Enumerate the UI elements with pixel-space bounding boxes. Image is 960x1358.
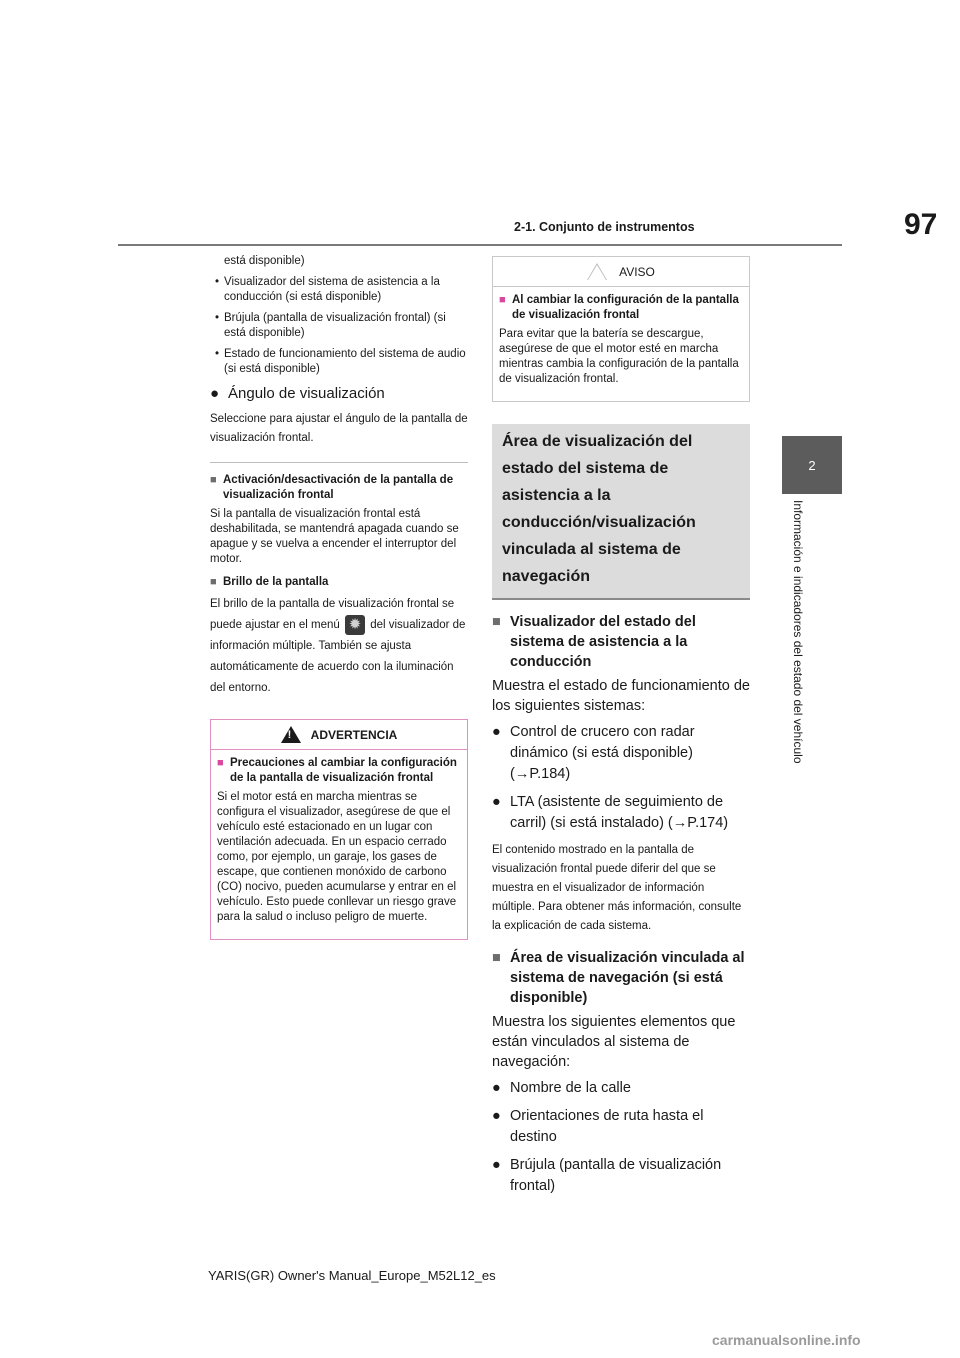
list-item: • Brújula (pantalla de visualización frontal) (si está disponible) <box>215 312 446 339</box>
warning-heading: ■ Precauciones al cambiar la configuración de la pantalla de visualización frontal <box>217 757 457 785</box>
brightness-text: El brillo de la pantalla de visualización frontal se puede ajustar en el menú ✹ del visualizador de información múltiple. También se ajusta automáticamente de acuerdo con la iluminación del entorno. <box>210 594 468 699</box>
list-item: ● Nombre de la calle <box>492 1078 750 1099</box>
notice-text: Para evitar que la batería se descargue, asegúrese de que el motor esté en marcha mientras cambia la configuración de la pantalla de visualización frontal. <box>499 328 739 385</box>
square-bullet-icon: ■ <box>499 294 506 306</box>
warning-triangle-icon <box>281 726 301 743</box>
notice-box-header: AVISO <box>493 257 749 287</box>
list-item <box>492 722 750 785</box>
brightness-heading: ■ Brillo de la pantalla <box>210 576 329 588</box>
page-number: 97 <box>904 208 938 241</box>
square-bullet-icon: ■ <box>210 474 217 486</box>
notice-box-body <box>493 287 749 401</box>
cross-reference-link[interactable]: Control de crucero con radar dinámico (si está disponible) (→P.184) <box>510 724 695 782</box>
chapter-tab[interactable]: 2 <box>782 436 842 494</box>
driving-assist-note: El contenido mostrado en la pantalla de visualización frontal puede diferir del que se muestra en el visualizador de información múltiple. Para obtener más información, consulte la explicación de cada sistema. <box>492 844 742 932</box>
section-header: 2-1. Conjunto de instrumentos <box>514 220 695 234</box>
filled-circle-icon: ● <box>210 385 220 402</box>
square-bullet-icon: ■ <box>492 614 501 630</box>
square-bullet-icon: ■ <box>217 757 224 770</box>
angle-text: Seleccione para ajustar el ángulo de la pantalla de visualización frontal. <box>210 413 468 444</box>
warning-box-body <box>211 750 467 939</box>
list-item <box>492 792 750 834</box>
driving-assist-heading: ■ Visualizador del estado del sistema de asistencia a la conducción <box>492 614 696 670</box>
section-title: Área de visualización del estado del sistema de asistencia a la conducción/visualización vinculada al sistema de navegación <box>492 424 750 600</box>
activation-heading: ■ Activación/desactivación de la pantalla de visualización frontal <box>210 474 454 501</box>
list-item: • Estado de funcionamiento del sistema de audio (si está disponible) <box>215 348 466 375</box>
gear-icon <box>345 615 365 635</box>
filled-circle-icon: ● <box>492 1108 501 1124</box>
square-bullet-icon: ■ <box>492 950 501 966</box>
right-column <box>492 256 750 1204</box>
chapter-title-wrap <box>782 500 842 830</box>
square-bullet-icon: ■ <box>210 576 217 588</box>
continued-text: está disponible) <box>224 255 305 267</box>
warning-box-header: ! ADVERTENCIA <box>211 720 467 750</box>
list-item: ● Brújula (pantalla de visualización frontal) <box>492 1155 750 1197</box>
left-column <box>210 254 468 940</box>
bullet-dot-icon: • <box>215 348 220 360</box>
warning-text: Si el motor está en marcha mientras se configura el visualizador, asegúrese de que el vehículo esté estacionado en un lugar con ventilación adecuada. En un espacio cerrado como, por ejemplo, un garaje, los gases de escape, que contienen monóxido de carbono (CO) nocivo, pueden acumularse y entrar en el vehículo. Esto puede conllevar un riesgo grave para la salud o incluso peligro de muerte. <box>217 791 457 924</box>
navigation-intro: Muestra los siguientes elementos que están vinculados al sistema de navegación: <box>492 1014 736 1070</box>
bullet-dot-icon: • <box>215 312 220 324</box>
cross-reference-link[interactable]: LTA (asistente de seguimiento de carril) (si está instalado) (→P.174) <box>510 794 729 831</box>
notice-heading: ■ Al cambiar la configuración de la pantalla de visualización frontal <box>499 294 739 321</box>
navigation-heading: ■ Área de visualización vinculada al sistema de navegación (si está disponible) <box>492 950 745 1006</box>
activation-text: Si la pantalla de visualización frontal está deshabilitada, se mantendrá apagada cuando se apague y se vuelva a encender el interruptor del motor. <box>210 508 459 565</box>
list-item: • Visualizador del sistema de asistencia a la conducción (si está disponible) <box>215 276 440 303</box>
filled-circle-icon: ● <box>492 724 501 740</box>
chapter-title: Información e indicadores del estado del vehículo <box>791 500 805 764</box>
caution-triangle-icon <box>587 263 607 280</box>
filled-circle-icon: ● <box>492 794 501 810</box>
filled-circle-icon: ● <box>492 1157 501 1173</box>
warning-box <box>210 719 468 940</box>
driving-assist-intro: Muestra el estado de funcionamiento de los siguientes sistemas: <box>492 678 750 714</box>
filled-circle-icon: ● <box>492 1080 501 1096</box>
footer-manual-id: YARIS(GR) Owner's Manual_Europe_M52L12_es <box>208 1268 496 1283</box>
header-rule <box>118 244 842 246</box>
notice-box <box>492 256 750 402</box>
angle-heading: ● Ángulo de visualización <box>210 385 385 402</box>
divider <box>210 462 468 463</box>
list-item: ● Orientaciones de ruta hasta el destino <box>492 1106 750 1148</box>
bullet-dot-icon: • <box>215 276 220 288</box>
watermark: carmanualsonline.info <box>712 1332 861 1348</box>
